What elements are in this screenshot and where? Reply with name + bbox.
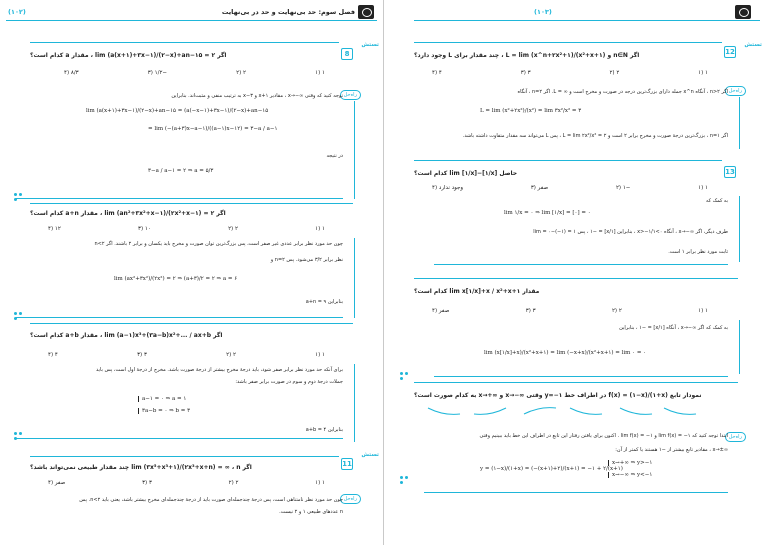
q10-stem: اگر lim (a−۱)x³+(۳a−b)x²+... / ax+b ، مقدار a+b کدام است؟	[30, 331, 223, 339]
q12-option-4[interactable]: ۴ (۴	[432, 70, 442, 76]
q9-option-1[interactable]: ۱ (۱	[315, 226, 325, 232]
q8-bar	[30, 42, 339, 43]
q11-stem: اگر lim (۳x⁵+x³+۱)/(۲x³+x+n) = ∞ ، n چند مقدار طبیعی نمی‌تواند باشد؟	[30, 463, 252, 471]
q12-solution-line	[739, 97, 740, 149]
left-page-number: (۱۰۲)	[8, 8, 26, 16]
left-page-number-row	[8, 3, 26, 21]
q9-option-4[interactable]: ۱۲ (۴	[48, 226, 61, 232]
q13-option-3[interactable]: صفر (۳	[530, 185, 549, 191]
q11-text1: چون حد مورد نظر نامتناهی است، پس درجهٔ چندجمله‌ای صورت باید از درجهٔ چندجمله‌ای مخرج بیشتر باشد، یعنی باید n<۲. پس	[79, 497, 343, 503]
q8-option-3[interactable]: −۱/۲ (۳	[147, 70, 168, 76]
q11-solution-label: راه‌حل	[340, 494, 361, 504]
q10-option-4[interactable]: ۴ (۴	[48, 352, 58, 358]
q10-text2: جملات درجهٔ دوم و سوم در صورت برابر صفر باشد:	[235, 379, 343, 385]
q8-option-1[interactable]: ۱ (۱	[315, 70, 325, 76]
q13-solution-line	[739, 196, 740, 262]
q14-solution-line	[739, 320, 740, 374]
q13-option-1[interactable]: ۱ (۱	[698, 185, 708, 191]
q15-stem: نمودار تابع f(x) = (۱−x)/(۱+x) در اطراف خط y=−۱ وقتی ∞−→x و ∞+→x به کدام صورت است؟	[414, 391, 702, 399]
right-header-rule	[414, 20, 760, 21]
q14-dots-icon	[400, 372, 410, 382]
q13-options	[432, 185, 708, 191]
q12-stem: اگر n∈N و L = lim (x^n+۲x²+۱)/(x²+x+۱) ، چند مقدار برای L وجود دارد؟	[414, 51, 640, 59]
q13-option-4[interactable]: وجود ندارد (۴	[432, 185, 464, 191]
q10-options	[48, 352, 325, 358]
q10-separator	[16, 438, 343, 439]
q15-graph-4-right[interactable]	[474, 408, 506, 414]
q11-option-4[interactable]: صفر (۴	[48, 480, 66, 486]
q8-stem: اگر ۲ = lim (a(x+۱)+۳x−۱)/(۲−x)+an−۱۵ ، مقدار a کدام است؟	[30, 51, 227, 59]
q13-option-2[interactable]: −۱ (۲	[615, 185, 631, 191]
q10-option-2[interactable]: ۲ (۲	[226, 352, 236, 358]
q11-option-1[interactable]: ۱ (۱	[315, 480, 325, 486]
q8-solution-label: راه‌حل	[340, 90, 361, 100]
q9-option-2[interactable]: ۲ (۲	[228, 226, 238, 232]
q9-stem: اگر ۲ = lim (an²+۳x²+x−۱)/(۲x²+x−۱) ، مقدار a+n کدام است؟	[30, 209, 226, 217]
q14-option-2[interactable]: ۲ (۲	[611, 308, 622, 314]
q8-option-2[interactable]: ۲ (۲	[236, 70, 247, 76]
q15-graph-2-left[interactable]	[620, 408, 652, 414]
q14-text1: به کمک که اگر ∞−→x ، آنگاه [۱/x] = −۱ ، بنابراین	[619, 325, 728, 331]
q12-option-2[interactable]: ۲ (۲	[609, 70, 620, 76]
q13-text3: ثابت مورد نظر برابر ۱ است.	[668, 249, 728, 255]
q13-stem: حاصل lim [۱/x]−[۱/x] کدام است؟	[414, 169, 518, 177]
q13-number: 13	[725, 168, 735, 176]
q15-graph-options	[424, 404, 724, 418]
q12-number: 12	[725, 48, 735, 56]
right-logo-row	[732, 3, 754, 21]
q10-math1: a−۱ = ۰ ⇒ a = ۱	[138, 396, 186, 402]
q9-math1: lim (ax²+۳x²)/(۲x²) = ۲ ⇒ (a+۳)/۲ = ۲ ⇒ a = ۶	[114, 276, 238, 282]
q12-text2: اگر n=۱ ، بزرگ‌ترین درجهٔ صورت و مخرج برابر ۲ است و L = lim ۲x²/x² = ۲ ، پس L می‌تواند سه مقدار متفاوت داشته باشد.	[462, 133, 728, 139]
q8-separator	[16, 198, 343, 199]
q15-math1: y = (۱−x)/(۱+x) = (−(x+۱)+۲)/(x+۱) = −۱ + ۲/(x+۱)	[480, 466, 623, 472]
q13-separator	[434, 264, 728, 265]
q10-bar	[30, 323, 353, 324]
right-page-number-row	[534, 3, 552, 21]
q11-number: 11	[342, 460, 352, 468]
q12-math1: L = lim (x²+۲x²)/(x²) = lim ۳x²/x² = ۳	[480, 108, 582, 114]
q15-graph-4-left[interactable]	[428, 408, 460, 414]
q14-separator	[434, 376, 728, 377]
q13-math1: lim ۱/x = ۰ ⇒ lim [۱/x] = [۰] = ۰	[504, 210, 591, 216]
q10-option-1[interactable]: ۱ (۱	[315, 352, 325, 358]
q9-separator	[16, 317, 343, 318]
q14-math1: lim (x[۱/x]+x)/(x²+x+۱) = lim (−x+x)/(x²+x+۱) = lim ۰ = ۰	[484, 350, 647, 356]
book-logo-icon-right	[735, 5, 751, 19]
q10-text1: برای آنکه حد مورد نظر برابر صفر شود، باید درجهٔ مخرج بیشتر از درجهٔ صورت باشد. مخرج از درجهٔ اول است، پس باید	[95, 367, 343, 373]
q9-solution-line	[354, 238, 355, 318]
q9-text1: چون حد مورد نظر برابر عددی غیر صفر است، پس بزرگ‌ترین توان صورت و مخرج باید یکسان و برابر ۲ باشند. اگر n<۲	[94, 241, 343, 247]
q10-text3: بنابراین a+b = ۴	[305, 427, 343, 433]
q12-option-1[interactable]: ۱ (۱	[698, 70, 708, 76]
q14-options	[432, 308, 708, 314]
q15-math3: x→−∞ ⇒ y<−۱	[608, 472, 652, 478]
q10-math2: ۳a−b = ۰ ⇒ b = ۳	[138, 408, 190, 414]
left-header	[222, 3, 377, 21]
header-rule	[6, 20, 377, 21]
q8-number: 8	[341, 48, 353, 60]
q11-bar	[30, 456, 339, 457]
q8-options	[64, 70, 325, 76]
q12-tag: تستش	[744, 42, 762, 48]
q11-option-2[interactable]: ۲ (۲	[228, 480, 239, 486]
q14-option-1[interactable]: ۱ (۱	[698, 308, 708, 314]
q15-math2: x→+∞ ⇒ y>−۱	[608, 460, 652, 466]
q12-option-3[interactable]: ۳ (۳	[520, 70, 531, 76]
q11-option-3[interactable]: ۳ (۳	[142, 480, 152, 486]
q15-bar	[414, 382, 738, 383]
q11-text2: n عددهای طبیعی ۱ و ۲ نیست.	[279, 509, 343, 515]
q8-option-4[interactable]: ۸/۳ (۴	[64, 70, 79, 76]
q15-dots-icon	[400, 476, 410, 486]
q9-text3: بنابراین a+n = ۹	[305, 299, 343, 305]
q15-text2: ∞±→x ، مقادیر تابع بیشتر از −۱ هستند یا کمتر از آن:	[615, 447, 728, 453]
chapter-title: فصل سوم: حد بی‌نهایت و حد در بی‌نهایت	[221, 8, 355, 16]
right-page-number: (۱۰۳)	[534, 8, 552, 16]
q14-stem: مقدار lim x[۱/x]+x / x²+x+۱ کدام است؟	[414, 287, 540, 295]
q9-options	[48, 226, 325, 232]
q13-bar	[414, 160, 722, 161]
q8-math2: = lim (−(a+۳)x−a−۱)/((a−۱)x−۱۲) = ۳−a / a−۱	[148, 126, 278, 132]
q15-solution-label: راه‌حل	[725, 432, 746, 442]
q12-text1: اگر n>۲ ، آنگاه x^n جمله دارای بزرگ‌ترین درجه در صورت و مخرج است و ∞ = L. اگر n=۲ ، آنگاه	[517, 89, 728, 95]
q11-tag: تستش	[361, 452, 379, 458]
q15-separator	[424, 492, 728, 493]
q10-solution-line	[354, 364, 355, 442]
q15-graph-1[interactable]	[664, 408, 696, 414]
q9-option-3[interactable]: ۱۰ (۳	[138, 226, 151, 232]
q10-option-3[interactable]: ۳ (۳	[137, 352, 147, 358]
q8-solution-line	[354, 101, 355, 199]
q12-bar	[414, 42, 722, 43]
q13-text1: به کمک که	[705, 198, 728, 204]
q8-text1: توجه کنید که وقتی ∞−→x ، مقادیر x+۱ و ۳−x به ترتیب منفی و مثبت‌اند. بنابراین	[171, 93, 343, 99]
q8-math1: lim (a(x+۱)+۳x−۱)/(۲−x)+an−۱۵ = (a(−x−۱)+۳x−۱)/(۲−x)+an−۱۵	[86, 108, 269, 114]
q14-bar	[414, 278, 738, 279]
right-page	[384, 0, 768, 545]
q15-graph-3-left[interactable]	[524, 408, 556, 414]
q15-text1: ابتدا توجه کنید که lim f(x) = −۱ و lim f(x) = −۱ . اکنون برای یافتن رفتار این تابع در اطراف این خط باید ببینیم وقتی	[479, 433, 728, 439]
q10-dots-icon	[14, 432, 24, 442]
q15-graph-3-right[interactable]	[570, 408, 602, 414]
q8-tag: تستش	[361, 42, 379, 48]
q8-math3: ۳−a / a−۱ = ۲ ⇒ a = ۵/۳	[148, 168, 214, 174]
q9-bar	[30, 203, 353, 204]
q11-options	[48, 480, 325, 486]
q14-option-3[interactable]: ۳ (۳	[525, 308, 536, 314]
q13-text2: طرف دیگر، اگر ∞−→x ، آنگاه ۰>۱/x>−۱ ، بنابراین [۱/x] = −۱ ، پس lim = ۰−(−۱) = ۱	[533, 229, 728, 235]
q12-solution-label: راه‌حل	[725, 86, 746, 96]
q8-text2: در نتیجه	[326, 153, 343, 159]
q14-option-4[interactable]: صفر (۴	[432, 308, 450, 314]
q12-options	[432, 70, 708, 76]
book-logo-icon	[358, 5, 374, 19]
q9-text2: نظر برابر ۳/۲ می‌شود. پس n=۲ و	[270, 257, 343, 263]
